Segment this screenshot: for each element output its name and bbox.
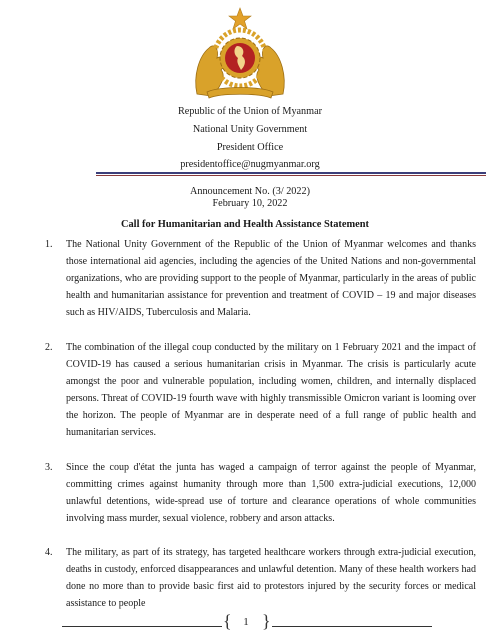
item-number: 2.: [45, 342, 53, 353]
list-item: [45, 544, 476, 612]
item-number: 4.: [45, 547, 53, 558]
announcement-date: February 10, 2022: [212, 198, 288, 209]
item-number: 1.: [45, 239, 53, 250]
list-item: [45, 339, 476, 442]
list-item: [45, 236, 476, 321]
statement-title: Call for Humanitarian and Health Assistance Statement: [120, 219, 370, 230]
header-divider-top: [96, 172, 486, 174]
page-number: 1: [243, 616, 249, 628]
item-text: The National Unity Government of the Republic of the Union of Myanmar welcomes and thanks those international aid agencies, including the agencies of the United Nations and non-governmental organizations, who are providing support to the people of Myanmar, particularly in the areas of public health and humanitarian assistance for prevention and treatment of COVID – 19 and major diseases such as HIV/AIDS, Tuberculosis and Malaria.: [66, 239, 476, 319]
footer-rule-left: [62, 626, 222, 627]
letterhead-government: National Unity Government: [192, 124, 308, 135]
letterhead-email: presidentoffice@nugmyanmar.org: [180, 159, 320, 170]
header-divider-bottom: [96, 175, 486, 176]
item-text: Since the coup d'état the junta has waged a campaign of terror against the people of Myanmar, committing crimes against humanity through more than 1,500 extra-judicial executions, 12,000 unlawful detentions, wide-spread use of torture and clearance operations of whole communities involving mass murder, sexual violence, robbery and arson attacks.: [66, 462, 476, 525]
footer-brace-right: }: [262, 611, 271, 631]
item-text: The combination of the illegal coup conducted by the military on 1 February 2021 and the impact of COVID-19 has caused a serious humanitarian crisis in Myanmar. The crisis is particularly acute amongst the poor and vulnerable population, including women, children, and internally displaced persons. Threat of COVID-19 fourth wave with highly transmissible Omicron variant is looming over the horizon. The people of Myanmar are in desperate need of a full range of public health and humanitarian services.: [66, 342, 476, 439]
letterhead-country: Republic of the Union of Myanmar: [177, 106, 322, 117]
list-item: [45, 459, 476, 527]
item-text: The military, as part of its strategy, has targeted healthcare workers through extra-judicial execution, deaths in custody, enforced disappearances and unlawful detention. Many of these health workers had done no more than to provide basic first aid to protestors injured by the security forces or medical assistance to people: [66, 547, 476, 610]
announcement-number: Announcement No. (3/ 2022): [190, 186, 310, 197]
state-emblem: [189, 6, 291, 102]
item-number: 3.: [45, 462, 53, 473]
letterhead-office: President Office: [216, 142, 284, 153]
footer-rule-right: [272, 626, 432, 627]
footer-brace-left: {: [223, 611, 232, 631]
